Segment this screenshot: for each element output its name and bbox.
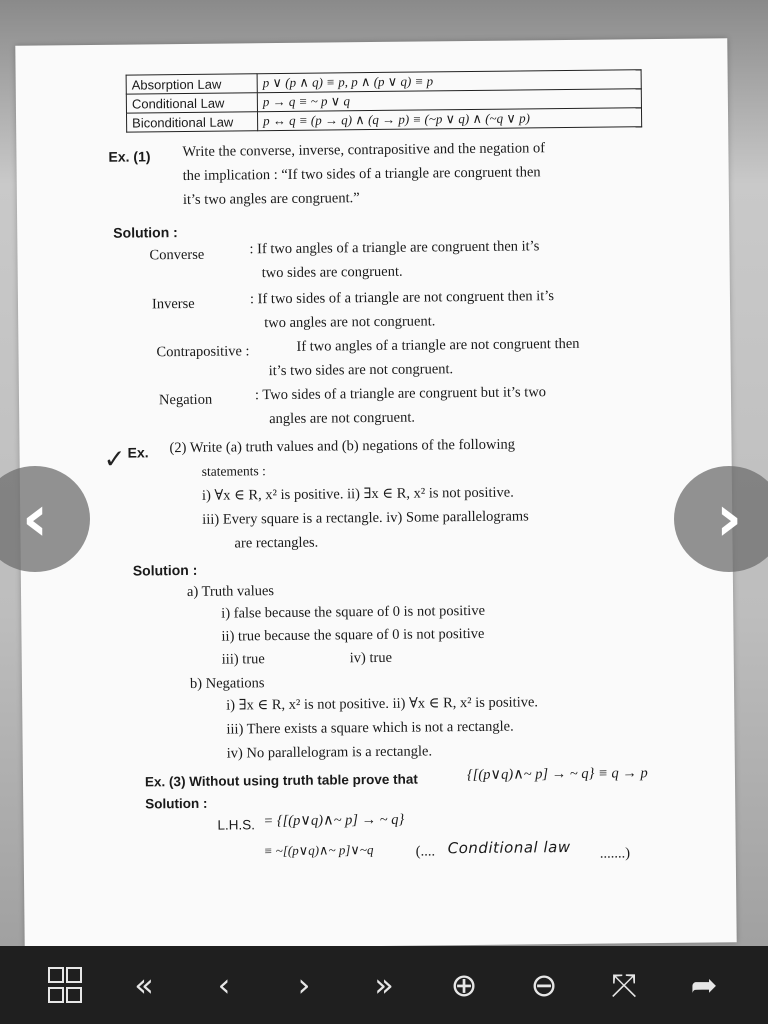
share-button[interactable]: [676, 957, 732, 1013]
double-chevron-right-icon: »: [374, 966, 394, 1004]
truth-values-heading: a) Truth values: [186, 583, 275, 600]
truth-value-item: ii) true because the square of 0 is not positive: [221, 625, 485, 645]
solution-heading: Solution :: [113, 224, 178, 241]
negation-text: angles are not congruent.: [269, 409, 416, 428]
next-page-button[interactable]: [276, 957, 332, 1013]
zoom-out-icon: ⊖: [530, 966, 558, 1004]
law-name: Biconditional Law: [126, 112, 257, 132]
converse-label: Converse: [149, 246, 205, 264]
negation-label: Negation: [158, 391, 213, 409]
inverse-text: two angles are not congruent.: [264, 313, 436, 332]
converse-text: : If two angles of a triangle are congruent then it’s: [249, 238, 540, 258]
ex2-line: are rectangles.: [234, 534, 319, 552]
law-formula: p ↔ q ≡ (p → q) ∧ (q → p) ≡ (~p ∨ q) ∧ (~q ∨ p): [257, 108, 641, 131]
expand-icon: ⤧: [611, 965, 637, 1004]
fit-screen-button[interactable]: [596, 957, 652, 1013]
solution-heading: Solution :: [145, 795, 208, 812]
handwritten-note: Conditional law: [447, 837, 571, 858]
chevron-left-icon: ‹: [217, 966, 231, 1004]
zoom-out-button[interactable]: [516, 957, 572, 1013]
converse-text: two sides are congruent.: [261, 263, 403, 282]
lhs-step: = {[(p∨q)∧~ p] → ~ q}: [263, 811, 405, 830]
ex2-line: statements :: [201, 463, 266, 479]
ex2-label: Ex.: [127, 444, 149, 461]
truth-value-item: iv) true: [349, 649, 393, 667]
zoom-in-icon: ⊕: [450, 966, 478, 1004]
truth-value-item: i) false because the square of 0 is not positive: [221, 602, 486, 622]
law-name: Conditional Law: [126, 93, 257, 113]
chevron-left-icon: ‹: [21, 482, 49, 556]
ex2-line: (2) Write (a) truth values and (b) negations of the following: [169, 436, 516, 457]
ex1-line: it’s two angles are congruent.”: [182, 190, 360, 209]
laws-table: [126, 69, 643, 132]
ex1-line: Write the converse, inverse, contrapositive and the negation of: [182, 140, 546, 161]
law-formula: p ∨ (p ∧ q) ≡ p, p ∧ (p ∨ q) ≡ p: [257, 70, 641, 93]
share-icon: ➦: [690, 966, 718, 1004]
law-formula: p → q ≡ ~ p ∨ q: [257, 89, 641, 112]
chevron-right-icon: ›: [715, 482, 743, 556]
viewer-toolbar: [0, 946, 768, 1024]
contrapositive-label: Contrapositive :: [156, 343, 250, 361]
grid-icon: [48, 967, 80, 1003]
ex3-formula: {[(p∨q)∧~ p] → ~ q} ≡ q → p: [466, 765, 648, 784]
negations-heading: b) Negations: [189, 675, 265, 692]
lhs-step: ≡ ~[(p∨q)∧~ p]∨~q: [263, 842, 374, 859]
contrapositive-text: If two angles of a triangle are not congruent then: [296, 335, 580, 355]
negation-item: i) ∃x ∈ R, x² is not positive. ii) ∀x ∈ R, x² is positive.: [226, 694, 539, 714]
contrapositive-text: it’s two sides are not congruent.: [268, 361, 454, 380]
annotation-open: (....: [415, 843, 436, 860]
checkmark-icon: ✓: [103, 444, 126, 475]
ex1-label: Ex. (1): [108, 148, 151, 165]
last-page-button[interactable]: [356, 957, 412, 1013]
inverse-text: : If two sides of a triangle are not congruent then it’s: [249, 288, 555, 308]
chevron-right-icon: ›: [297, 966, 311, 1004]
double-chevron-left-icon: «: [134, 966, 154, 1004]
negation-item: iii) There exists a square which is not a rectangle.: [226, 718, 514, 738]
truth-value-item: iii) true: [221, 651, 265, 668]
ex1-line: the implication : “If two sides of a triangle are congruent then: [182, 164, 541, 185]
zoom-in-button[interactable]: [436, 957, 492, 1013]
first-page-button[interactable]: [116, 957, 172, 1013]
annotation-close: .......): [599, 845, 631, 862]
document-page: [15, 38, 736, 949]
thumbnails-button[interactable]: [36, 957, 92, 1013]
inverse-label: Inverse: [151, 295, 195, 313]
law-name: Absorption Law: [126, 74, 257, 94]
ex2-line: i) ∀x ∈ R, x² is positive. ii) ∃x ∈ R, x² is not positive.: [201, 484, 514, 504]
negation-text: : Two sides of a triangle are congruent but it’s two: [254, 384, 547, 404]
solution-heading: Solution :: [132, 561, 198, 579]
table-row: [126, 108, 641, 132]
ex3-label: Ex. (3) Without using truth table prove that: [144, 771, 418, 790]
lhs-label: L.H.S.: [217, 817, 256, 833]
prev-page-button[interactable]: [196, 957, 252, 1013]
negation-item: iv) No parallelogram is a rectangle.: [226, 743, 433, 762]
ex2-line: iii) Every square is a rectangle. iv) Some parallelograms: [202, 508, 529, 528]
